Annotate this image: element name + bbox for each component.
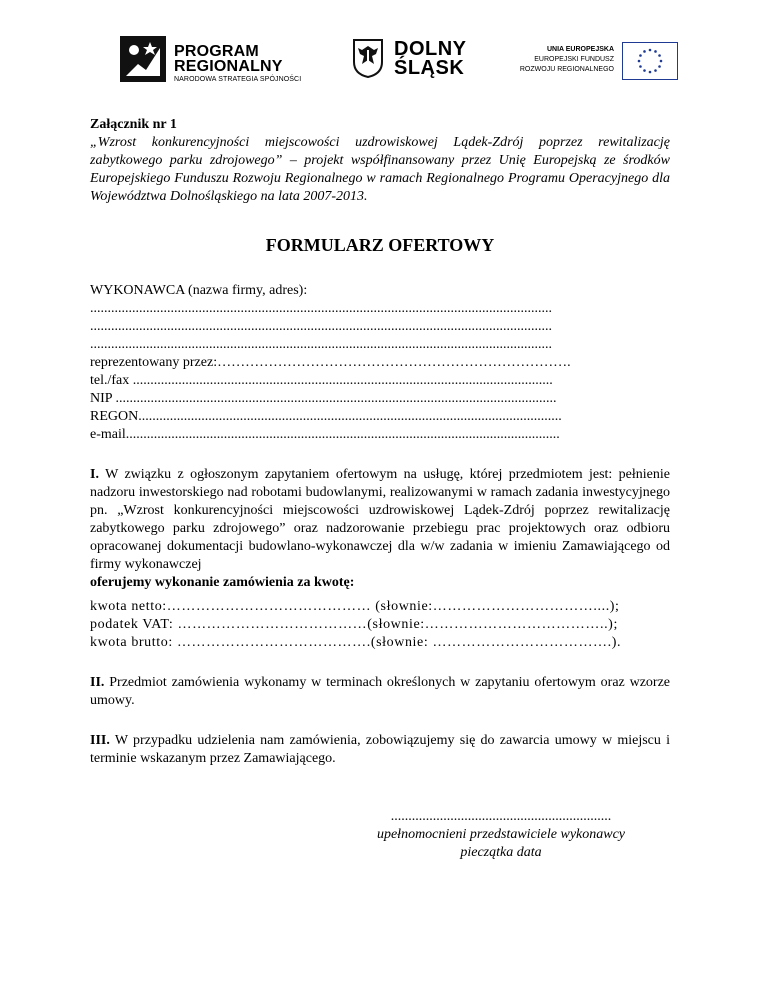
dolny-slask-logo (352, 36, 482, 84)
section-3-text: W przypadku udzielenia nam zamówienia, zobowiązujemy się do zawarcia umowy w miejscu i terminie wskazanym przez Zamawiającego. (90, 733, 671, 766)
eu-star-icon (638, 60, 641, 63)
stamp-date-caption: pieczątka data (460, 845, 542, 860)
eu-line3: ROZWOJU REGIONALNEGO (519, 66, 614, 73)
section-1 (90, 466, 670, 652)
contractor-field-line[interactable]: .................................................................................................................................... (90, 301, 552, 316)
eu-star-icon (643, 69, 646, 72)
eu-star-icon (639, 65, 642, 68)
attachment-title: Załącznik nr 1 (90, 117, 177, 132)
eu-star-icon (654, 69, 657, 72)
gross-amount-field[interactable]: kwota brutto: ………………………………….(słownie: ……………………………….). (90, 635, 622, 650)
program-line1: PROGRAM (174, 43, 259, 60)
eu-star-icon (649, 49, 652, 52)
section-2-number: II. (90, 675, 105, 690)
signature-caption: upełnomocnieni przedstawiciele wykonawcy (376, 827, 626, 842)
section-1-number: I. (90, 467, 99, 482)
signature-block (358, 808, 644, 862)
program-regionalny-mark-icon (120, 36, 166, 82)
program-regionalny-logo (120, 36, 310, 88)
section-3 (90, 732, 670, 768)
section-2 (90, 674, 670, 710)
eu-flag-icon (622, 42, 678, 80)
eu-logo (512, 42, 682, 82)
eagle-crest-icon (352, 38, 384, 78)
dolny-slask-title (394, 40, 467, 78)
nip-field[interactable]: NIP .............................................................................................................................. (90, 391, 557, 406)
eu-star-icon (649, 71, 652, 74)
tel-fax-field[interactable]: tel./fax ........................................................................................................................ (90, 373, 553, 388)
contractor-field-line[interactable]: .................................................................................................................................... (90, 319, 552, 334)
document-body (90, 116, 670, 768)
section-1-text: W związku z ogłoszonym zapytaniem ofertowym na usługę, której przedmiotem jest: pełnienie nadzoru inwestorskiego nad robotami budowlanymi, realizowanymi w ramach zadania inwestycyjnego pn. „Wzrost konkurencyjności miejscowości uzdrowiskowej Lądek-Zdrój poprzez rewitalizację zabytkowego parku zdrojowego” oraz nadzorowanie przebiegu prac projektowych oraz odbioru opracowanej dokumentacji budowlano-wykonawczej dla w/w zadania w imieniu Zamawiającego od firmy wykonawczej (90, 467, 670, 572)
header-logos (0, 30, 768, 90)
dolny-line2: ŚLĄSK (394, 57, 465, 79)
eu-star-icon (658, 65, 661, 68)
offer-heading: oferujemy wykonanie zamówienia za kwotę: (90, 575, 355, 590)
eu-line1: UNIA EUROPEJSKA (546, 46, 614, 53)
eu-star-icon (660, 60, 663, 63)
form-title: FORMULARZ OFERTOWY (265, 235, 495, 255)
eu-star-icon (658, 54, 661, 57)
section-3-number: III. (90, 733, 110, 748)
represented-by-field[interactable]: reprezentowany przez:…………………………………………………………………. (90, 355, 571, 370)
net-amount-field[interactable]: kwota netto:…………………………………… (słownie:……………………………....); (90, 599, 620, 614)
attachment-description: „Wzrost konkurencyjności miejscowości uzdrowiskowej Lądek-Zdrój poprzez rewitalizację zabytkowego parku zdrojowego” – projekt współfinansowany przez Unię Europejską ze środków Europejskiego Funduszu Rozwoju Regionalnego w ramach Regionalnego Programu Operacyjnego dla Województwa Dolnośląskiego na lata 2007-2013. (90, 135, 670, 204)
signature-line[interactable]: ............................................................... (390, 809, 612, 824)
program-line2: REGIONALNY (174, 58, 283, 75)
regon-field[interactable]: REGON......................................................................................................................... (90, 409, 562, 424)
program-regionalny-title (174, 44, 283, 74)
amounts-block (90, 598, 670, 652)
eu-logo-text (520, 45, 614, 75)
dolny-line1: DOLNY (394, 38, 467, 60)
eu-line2: EUROPEJSKI FUNDUSZ (534, 56, 614, 63)
section-2-text: Przedmiot zamówienia wykonamy w terminach określonych w zapytaniu ofertowym oraz wzorze umowy. (90, 675, 670, 708)
contractor-field-line[interactable]: .................................................................................................................................... (90, 337, 552, 352)
eu-star-icon (654, 50, 657, 53)
eu-star-icon (639, 54, 642, 57)
email-field[interactable]: e-mail............................................................................................................................ (90, 427, 560, 442)
vat-amount-field[interactable]: podatek VAT: …………………………………(słownie:………………………………..); (90, 617, 618, 632)
eu-star-icon (643, 50, 646, 53)
program-subtitle: NARODOWA STRATEGIA SPÓJNOŚCI (174, 76, 302, 83)
contractor-label: WYKONAWCA (nazwa firmy, adres): (90, 283, 308, 298)
contractor-section (90, 282, 670, 444)
